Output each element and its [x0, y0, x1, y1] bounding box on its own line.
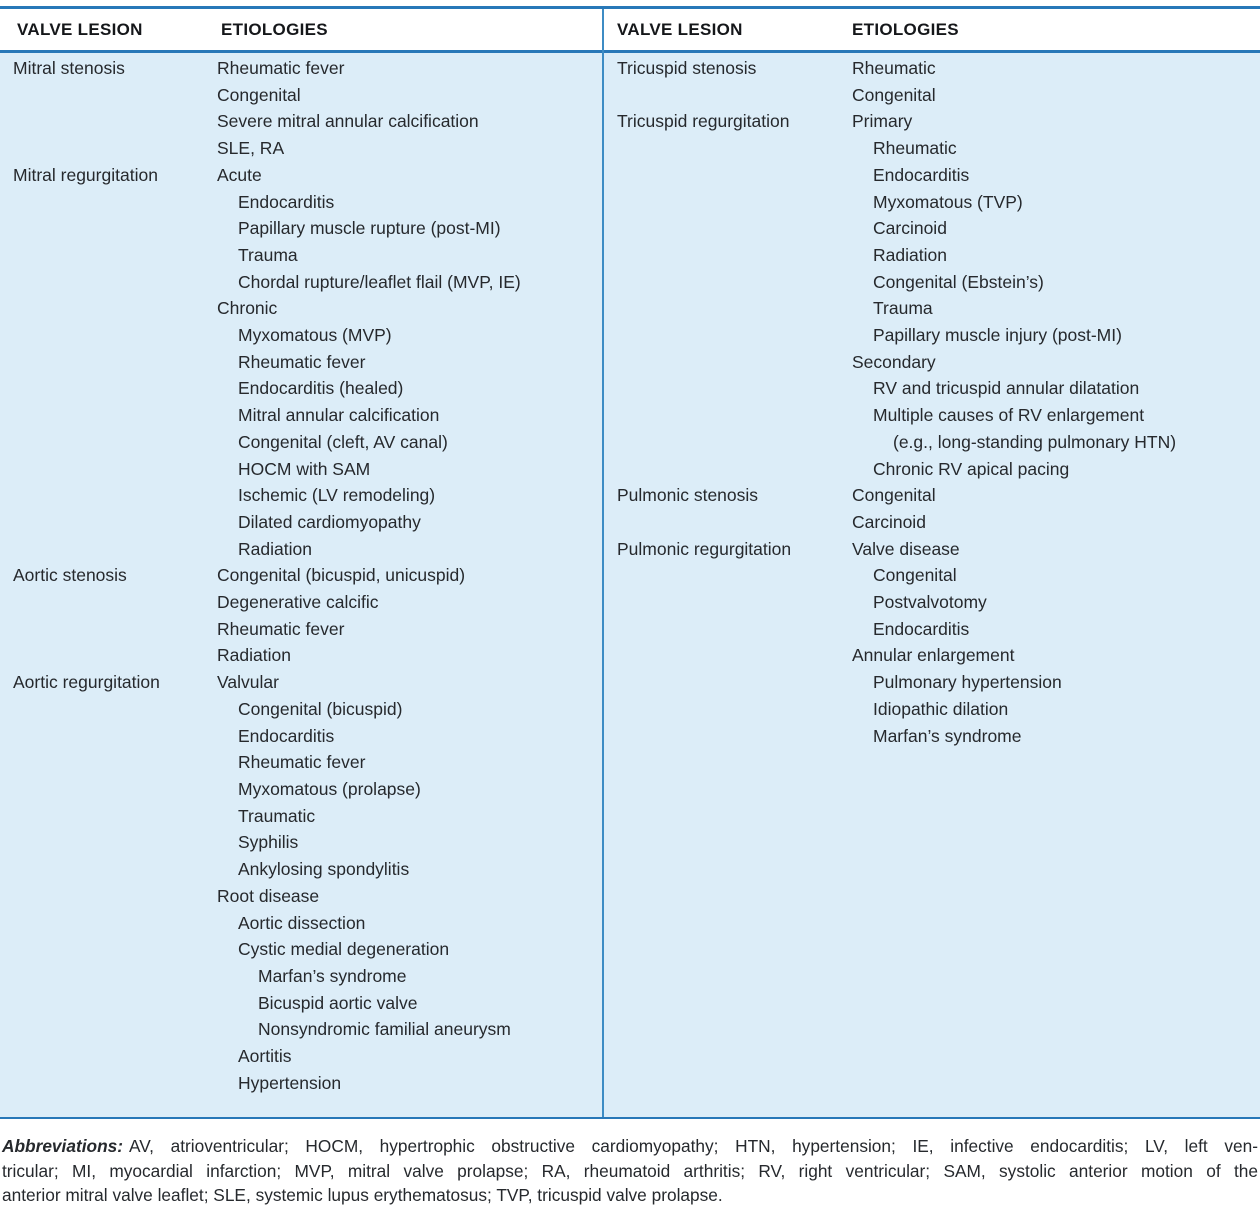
etiology-item: Rheumatic: [873, 138, 957, 159]
etiology-item: Radiation: [238, 538, 312, 559]
etiology-item: (e.g., long-standing pulmonary HTN): [893, 431, 1177, 452]
etiology-item: Congenital: [852, 84, 936, 105]
etiology-item: Traumatic: [238, 805, 316, 826]
valve-lesion-label: Mitral regurgitation: [13, 164, 158, 185]
column-header-etiologies: ETIOLOGIES: [852, 19, 959, 39]
abbreviations-line: anterior mitral valve leaflet; SLE, systemic lupus erythematosus; TVP, tricuspid valve prolapse.: [2, 1185, 723, 1206]
etiology-list: [852, 55, 1260, 108]
etiology-item: Rheumatic fever: [238, 752, 366, 773]
etiology-item: Multiple causes of RV enlargement: [873, 405, 1145, 426]
etiology-item: Myxomatous (TVP): [873, 191, 1023, 212]
etiology-item: Trauma: [873, 298, 933, 319]
etiology-item: RV and tricuspid annular dilatation: [873, 378, 1140, 399]
valve-lesion-label: Aortic regurgitation: [13, 672, 160, 693]
valve-lesion-label: Pulmonic regurgitation: [617, 538, 792, 559]
lesion-group-row: [13, 562, 602, 669]
etiology-list: [217, 669, 602, 1096]
valve-lesion-label: Aortic stenosis: [13, 565, 127, 586]
etiology-item: Trauma: [238, 244, 298, 265]
table-body-right: [604, 53, 1260, 1117]
lesion-group-row: [13, 162, 602, 563]
abbreviations-line: tricular; MI, myocardial infarction; MVP, mitral valve prolapse; RA, rheumatoid arthritis; RV, right ventricular; SAM, systolic anterior motion of the: [2, 1160, 1258, 1181]
etiology-item: Hypertension: [238, 1072, 342, 1093]
etiology-item: Papillary muscle injury (post-MI): [873, 325, 1122, 346]
etiology-item: Marfan’s syndrome: [873, 725, 1022, 746]
valve-lesion-label: Pulmonic stenosis: [617, 485, 759, 506]
etiology-list: [217, 562, 602, 669]
etiology-item: Endocarditis: [873, 164, 970, 185]
etiology-item: Ischemic (LV remodeling): [238, 485, 436, 506]
etiology-item: Congenital (Ebstein’s): [873, 271, 1044, 292]
lesion-group-row: [617, 482, 1260, 535]
etiology-item: Degenerative calcific: [217, 592, 379, 613]
valve-lesion-label: Tricuspid stenosis: [617, 58, 757, 78]
table-body-left: [0, 53, 602, 1117]
lesion-group-row: [13, 55, 602, 162]
etiology-item: Endocarditis (healed): [238, 378, 404, 399]
etiology-item: Acute: [217, 164, 262, 185]
lesion-group-row: [617, 55, 1260, 108]
valve-lesion-label: Tricuspid regurgitation: [617, 111, 790, 132]
etiology-item: Chronic: [217, 298, 278, 319]
abbreviations-label: Abbreviations:: [2, 1136, 123, 1157]
etiology-item: Congenital: [217, 84, 301, 105]
etiology-item: Dilated cardiomyopathy: [238, 511, 421, 532]
etiology-item: HOCM with SAM: [238, 458, 371, 479]
etiology-item: Marfan’s syndrome: [258, 965, 407, 986]
etiology-item: Aortitis: [238, 1046, 292, 1067]
etiology-item: Congenital (cleft, AV canal): [238, 431, 448, 452]
etiology-item: Papillary muscle rupture (post-MI): [238, 218, 501, 239]
etiology-item: Ankylosing spondylitis: [238, 859, 410, 880]
etiology-item: Rheumatic: [852, 58, 936, 78]
etiology-item: Carcinoid: [873, 218, 947, 239]
etiology-item: Cystic medial degeneration: [238, 939, 450, 960]
etiology-item: Idiopathic dilation: [873, 698, 1009, 719]
lesion-group-row: [617, 108, 1260, 482]
etiology-item: Rheumatic fever: [217, 58, 345, 78]
etiology-item: Pulmonary hypertension: [873, 672, 1062, 693]
etiology-item: Carcinoid: [852, 511, 926, 532]
table-header-left: [0, 9, 602, 53]
etiology-item: SLE, RA: [217, 138, 285, 159]
abbreviations-note: [2, 1134, 1258, 1208]
etiology-item: Rheumatic fever: [238, 351, 366, 372]
valve-lesion-label: Mitral stenosis: [13, 58, 125, 78]
table-header-right: [604, 9, 1260, 53]
etiology-item: Valve disease: [852, 538, 960, 559]
etiology-item: Congenital: [852, 485, 936, 506]
column-header-valve-lesion: VALVE LESION: [17, 19, 143, 39]
etiology-item: Endocarditis: [238, 725, 335, 746]
etiology-item: Nonsyndromic familial aneurysm: [258, 1019, 511, 1040]
etiology-item: Congenital (bicuspid): [238, 698, 403, 719]
etiology-item: Root disease: [217, 885, 320, 906]
etiology-item: Aortic dissection: [238, 912, 366, 933]
etiology-list: [852, 108, 1260, 482]
lesion-group-row: [617, 536, 1260, 750]
etiology-list: [852, 536, 1260, 750]
etiology-item: Annular enlargement: [852, 645, 1015, 666]
etiology-item: Chordal rupture/leaflet flail (MVP, IE): [238, 271, 521, 292]
etiology-list: [217, 162, 602, 563]
etiology-item: Postvalvotomy: [873, 592, 987, 613]
etiology-item: Secondary: [852, 351, 936, 372]
etiology-item: Radiation: [217, 645, 291, 666]
valve-table-right: [602, 9, 1260, 1117]
etiology-list: [217, 55, 602, 162]
etiology-item: Chronic RV apical pacing: [873, 458, 1070, 479]
valve-etiology-table: [0, 6, 1260, 1119]
etiology-item: Myxomatous (prolapse): [238, 778, 421, 799]
etiology-item: Congenital (bicuspid, unicuspid): [217, 565, 466, 586]
etiology-item: Radiation: [873, 244, 947, 265]
etiology-item: Severe mitral annular calcification: [217, 111, 479, 132]
etiology-item: Congenital: [873, 565, 957, 586]
abbreviations-text: AV, atrioventricular; HOCM, hypertrophic obstructive cardiomyopathy; HTN, hypertension; IE, infective endocarditis; LV, left ven-: [129, 1136, 1258, 1157]
etiology-item: Rheumatic fever: [217, 618, 345, 639]
etiology-item: Mitral annular calcification: [238, 405, 440, 426]
column-header-etiologies: ETIOLOGIES: [221, 19, 328, 39]
etiology-item: Bicuspid aortic valve: [258, 992, 418, 1013]
etiology-item: Primary: [852, 111, 913, 132]
etiology-item: Myxomatous (MVP): [238, 325, 392, 346]
valve-table-left: [0, 9, 602, 1117]
abbreviations-line: [2, 1134, 1258, 1159]
etiology-list: [852, 482, 1260, 535]
column-header-valve-lesion: VALVE LESION: [617, 19, 743, 39]
etiology-item: Endocarditis: [238, 191, 335, 212]
lesion-group-row: [13, 669, 602, 1096]
etiology-item: Syphilis: [238, 832, 299, 853]
etiology-item: Valvular: [217, 672, 279, 693]
etiology-item: Endocarditis: [873, 618, 970, 639]
